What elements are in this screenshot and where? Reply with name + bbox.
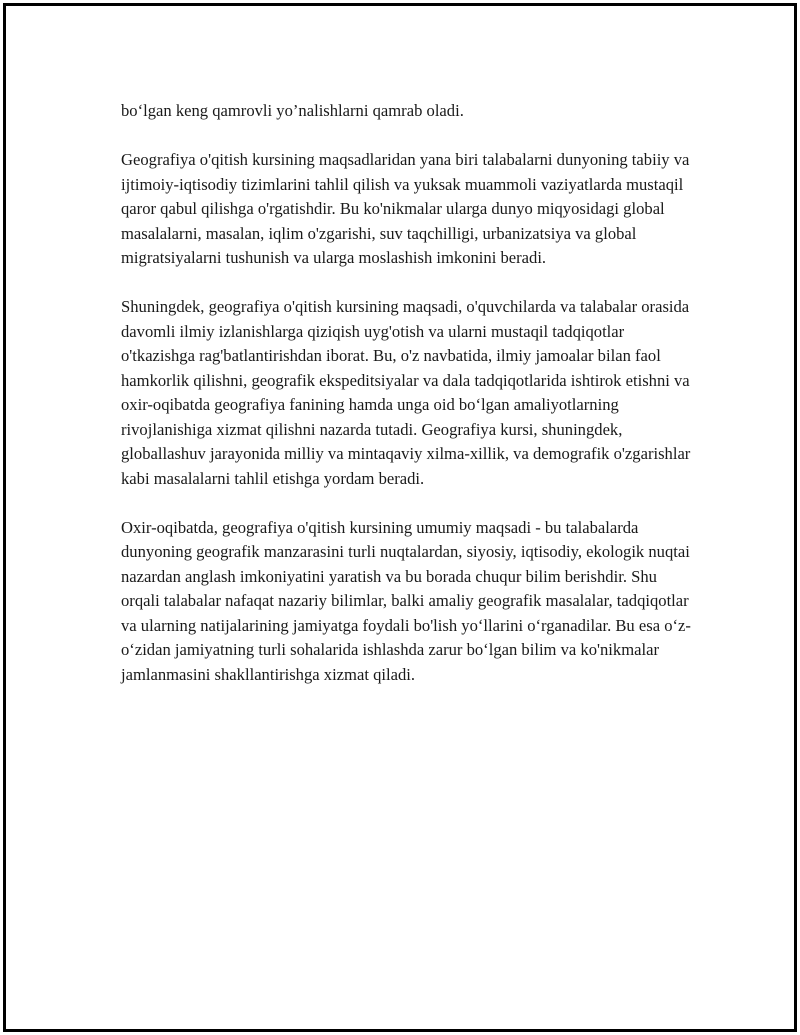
document-body — [121, 99, 696, 687]
paragraph-course-goals: Geografiya o'qitish kursining maqsadlaridan yana biri talabalarni dunyoning tabiiy va ijtimoiy-iqtisodiy tizimlarini tahlil qilish va yuksak muammoli vaziyatlarda mustaqil qaror qabul qilishga o'rgatishdir. Bu ko'nikmalar ularga dunyo miqyosidagi global masalalarni, masalan, iqlim o'zgarishi, suv taqchilligi, urbanizatsiya va global migratsiyalarni tushunish va ularga moslashish imkonini beradi. — [121, 150, 690, 267]
page-border-frame — [3, 3, 797, 1032]
paragraph-continuation: bo‘lgan keng qamrovli yo’nalishlarni qamrab oladi. — [121, 101, 464, 120]
paragraph-research-interest: Shuningdek, geografiya o'qitish kursining maqsadi, o'quvchilarda va talabalar orasida davomli ilmiy izlanishlarga qiziqish uyg'otish va ularni mustaqil tadqiqotlar o'tkazishga rag'batlantirishdan iborat. Bu, o'z navbatida, ilmiy jamoalar bilan faol hamkorlik qilishni, geografik ekspeditsiyalar va dala tadqiqotlarida ishtirok etishni va oxir-oqibatda geografiya fanining hamda unga oid bo‘lgan amaliyotlarning rivojlanishiga xizmat qilishni nazarda tutadi. Geografiya kursi, shuningdek, globallashuv jarayonida milliy va mintaqaviy xilma-xillik, va demografik o'zgarishlar kabi masalalarni tahlil etishga yordam beradi. — [121, 297, 691, 488]
paragraph-overall-purpose: Oxir-oqibatda, geografiya o'qitish kursining umumiy maqsadi - bu talabalarda dunyoning geografik manzarasini turli nuqtalardan, siyosiy, iqtisodiy, ekologik nuqtai nazardan anglash imkoniyatini yaratish va bu borada chuqur bilim berishdir. Shu orqali talabalar nafaqat nazariy bilimlar, balki amaliy geografik masalalar, tadqiqotlar va ularning natijalarining jamiyatga foydali bo'lish yo‘llarini o‘rganadilar. Bu esa o‘z-o‘zidan jamiyatning turli sohalarida ishlashda zarur bo‘lgan bilim va ko'nikmalar jamlanmasini shakllantirishga xizmat qiladi. — [121, 517, 691, 684]
